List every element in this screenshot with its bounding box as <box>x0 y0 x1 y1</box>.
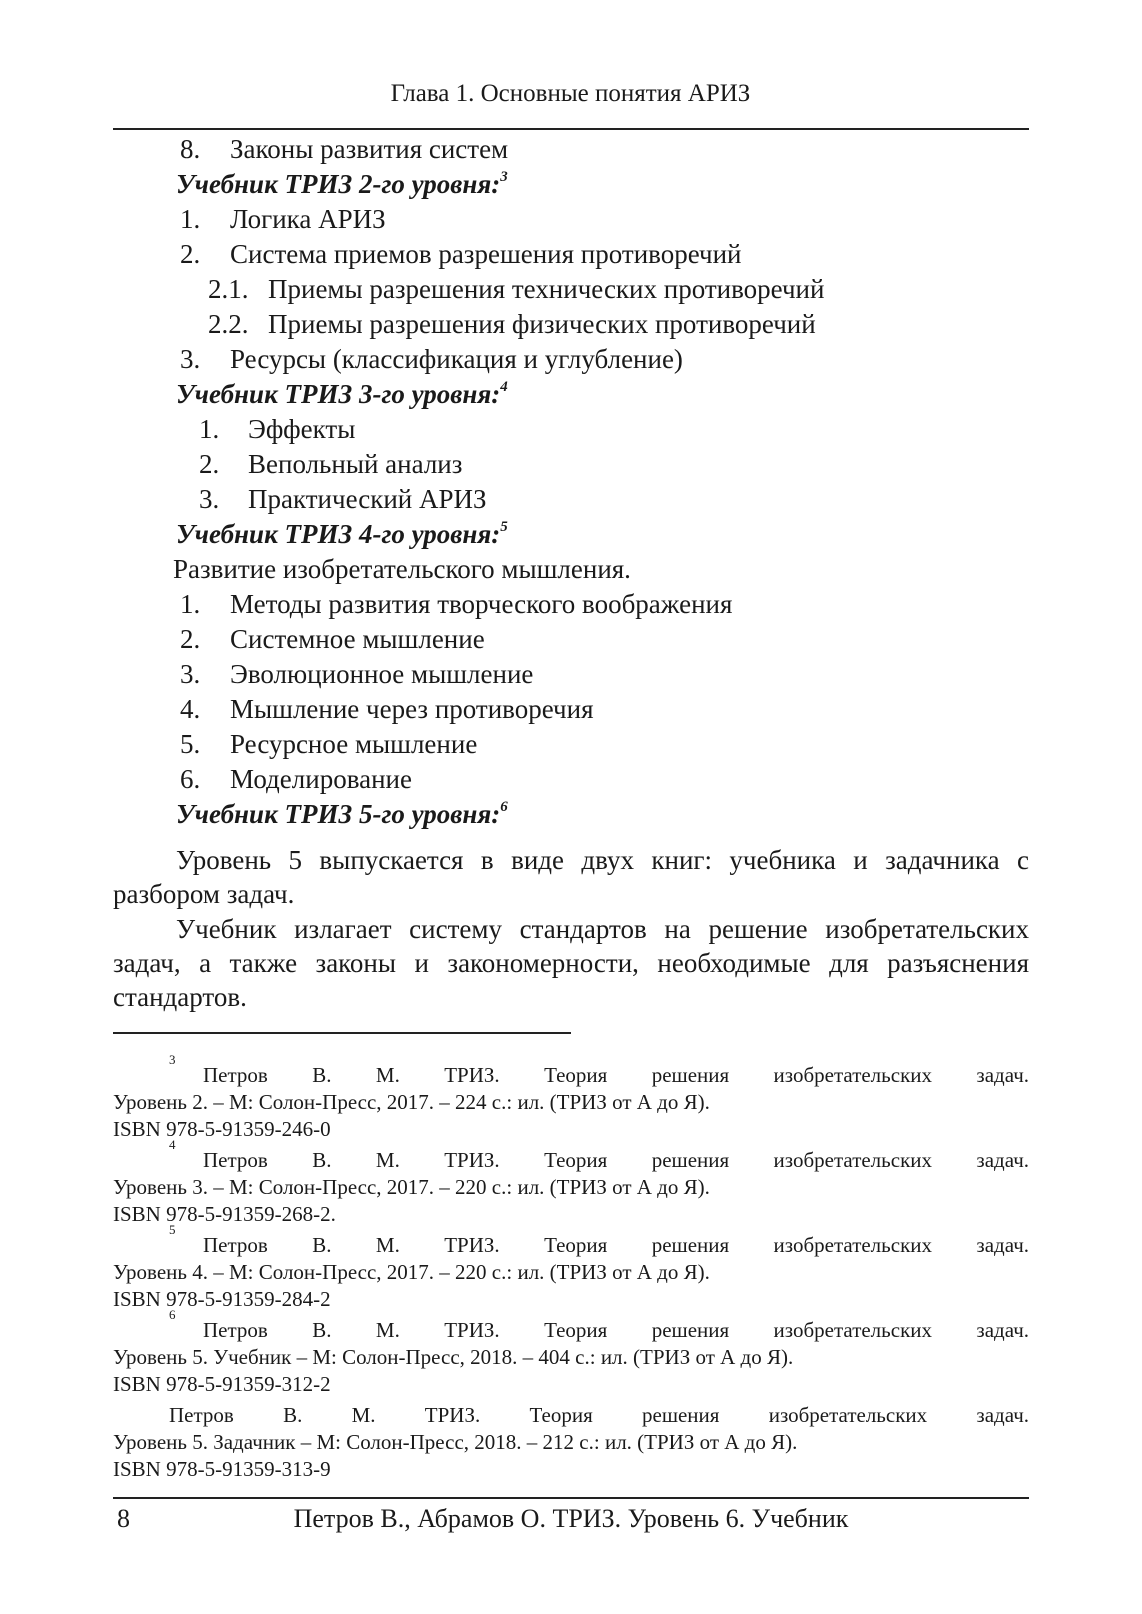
footnote <box>113 1402 1029 1483</box>
footnote-line: 6 Петров В. М. ТРИЗ. Теория решения изобретательских задач. <box>169 1307 1029 1342</box>
list-item-text: Эволюционное мышление <box>230 659 534 689</box>
list-item <box>113 587 1029 622</box>
list-item <box>113 307 1029 342</box>
page-number: 8 <box>117 1504 130 1533</box>
footnote-line: Уровень 2. – М: Солон-Пресс, 2017. – 224 с.: ил. (ТРИЗ от А до Я). <box>113 1090 710 1114</box>
list-item-number: 2.2. <box>208 309 249 339</box>
footnote-line: Уровень 3. – М: Солон-Пресс, 2017. – 220 с.: ил. (ТРИЗ от А до Я). <box>113 1175 710 1199</box>
list-item-number: 1. <box>199 414 220 444</box>
footer-title: Петров В., Абрамов О. ТРИЗ. Уровень 6. Учебник <box>293 1504 849 1533</box>
footnote-ref: 3 <box>500 169 508 185</box>
list-item-text: Практический АРИЗ <box>248 484 487 514</box>
footnote-ref: 4 <box>500 379 508 395</box>
footnote-ref: 6 <box>500 799 508 815</box>
list-item-text: Мышление через противоречия <box>230 694 594 724</box>
list-item <box>113 727 1029 762</box>
list-item-number: 5. <box>180 729 201 759</box>
paragraph: Уровень 5 выпускается в виде двух книг: учебника и задачника с разбором задач. <box>113 845 1029 909</box>
footnote-line: Уровень 4. – М: Солон-Пресс, 2017. – 220 с.: ил. (ТРИЗ от А до Я). <box>113 1260 710 1284</box>
list-item-number: 2. <box>180 624 201 654</box>
list-item <box>113 762 1029 797</box>
footnote-line <box>113 1402 1029 1429</box>
footnote-ref: 5 <box>500 519 508 535</box>
footnote-text: Петров В. М. ТРИЗ. Теория решения изобретательских задач. <box>203 1318 1029 1342</box>
list-item-text: Методы развития творческого воображения <box>230 589 733 619</box>
list-item-number: 2. <box>199 449 220 479</box>
list-item-text: Моделирование <box>230 764 412 794</box>
section-heading <box>113 167 1029 202</box>
list-item-number: 6. <box>180 764 201 794</box>
list-item-number: 3. <box>180 344 201 374</box>
footnote-line: ISBN 978-5-91359-312-2 <box>113 1372 331 1396</box>
list-item-text: Логика АРИЗ <box>230 204 386 234</box>
footnote-line: ISBN 978-5-91359-313-9 <box>113 1457 331 1481</box>
list-item <box>113 132 1029 167</box>
running-head: Глава 1. Основные понятия АРИЗ <box>390 80 751 107</box>
footnote <box>113 1307 1029 1398</box>
footnote <box>113 1222 1029 1313</box>
body-list <box>113 132 1029 832</box>
section-heading-text: Учебник ТРИЗ 3-го уровня: <box>176 379 501 409</box>
section-heading-text: Учебник ТРИЗ 5-го уровня: <box>176 799 501 829</box>
list-item-text: Вепольный анализ <box>248 449 463 479</box>
footnote <box>113 1052 1029 1143</box>
list-item <box>113 692 1029 727</box>
footnote-text: Петров В. М. ТРИЗ. Теория решения изобретательских задач. <box>203 1063 1029 1087</box>
footnote <box>113 1137 1029 1228</box>
footnote-line: 4 Петров В. М. ТРИЗ. Теория решения изобретательских задач. <box>169 1137 1029 1172</box>
footnote-text: Петров В. М. ТРИЗ. Теория решения изобретательских задач. <box>203 1233 1029 1257</box>
body-line: Развитие изобретательского мышления. <box>173 554 631 584</box>
page-footer <box>113 1502 1029 1536</box>
list-item-text: Приемы разрешения технических противоречий <box>268 274 825 304</box>
footnote-line: Уровень 5. Учебник – М: Солон-Пресс, 2018. – 404 с.: ил. (ТРИЗ от А до Я). <box>113 1345 794 1369</box>
paragraph: Учебник излагает систему стандартов на решение изобретательских задач, а также законы и закономерности, необходимые для разъяснения стандартов. <box>113 914 1029 1012</box>
footnote-line: ISBN 978-5-91359-268-2. <box>113 1202 336 1226</box>
header-rule <box>113 128 1029 130</box>
list-item <box>113 237 1029 272</box>
footnote-line: 3 Петров В. М. ТРИЗ. Теория решения изобретательских задач. <box>169 1052 1029 1087</box>
footnote-line: Уровень 5. Задачник – М: Солон-Пресс, 2018. – 212 с.: ил. (ТРИЗ от А до Я). <box>113 1430 798 1454</box>
list-item-text: Законы развития систем <box>230 134 509 164</box>
footnote-line: ISBN 978-5-91359-284-2 <box>113 1287 331 1311</box>
list-item-number: 1. <box>180 204 201 234</box>
section-heading <box>113 517 1029 552</box>
list-item <box>113 412 1029 447</box>
list-item-number: 2.1. <box>208 274 249 304</box>
list-item-text: Ресурсы (классификация и углубление) <box>230 344 683 374</box>
list-item <box>113 447 1029 482</box>
list-item-number: 4. <box>180 694 201 724</box>
list-item-number: 3. <box>199 484 220 514</box>
footnote-separator <box>113 1032 571 1034</box>
list-item <box>113 202 1029 237</box>
section-heading-text: Учебник ТРИЗ 4-го уровня: <box>176 519 501 549</box>
footnote-text: Петров В. М. ТРИЗ. Теория решения изобретательских задач. <box>169 1403 1029 1427</box>
footer-rule <box>113 1497 1029 1499</box>
list-item <box>113 272 1029 307</box>
section-heading <box>113 377 1029 412</box>
section-heading <box>113 797 1029 832</box>
section-heading-text: Учебник ТРИЗ 2-го уровня: <box>176 169 501 199</box>
footnote-line: ISBN 978-5-91359-246-0 <box>113 1117 331 1141</box>
list-item <box>113 342 1029 377</box>
list-item <box>113 482 1029 517</box>
footnote-line: 5 Петров В. М. ТРИЗ. Теория решения изобретательских задач. <box>169 1222 1029 1257</box>
footnote-text: Петров В. М. ТРИЗ. Теория решения изобретательских задач. <box>203 1148 1029 1172</box>
list-item-number: 2. <box>180 239 201 269</box>
list-item-text: Ресурсное мышление <box>230 729 478 759</box>
list-item <box>113 622 1029 657</box>
list-item-number: 1. <box>180 589 201 619</box>
list-item-text: Эффекты <box>248 414 356 444</box>
list-item-text: Приемы разрешения физических противоречий <box>268 309 816 339</box>
list-item-number: 3. <box>180 659 201 689</box>
footnotes <box>113 1052 1029 1487</box>
list-item-number: 8. <box>180 134 201 164</box>
list-item-text: Система приемов разрешения противоречий <box>230 239 742 269</box>
list-item <box>113 657 1029 692</box>
list-item-text: Системное мышление <box>230 624 485 654</box>
